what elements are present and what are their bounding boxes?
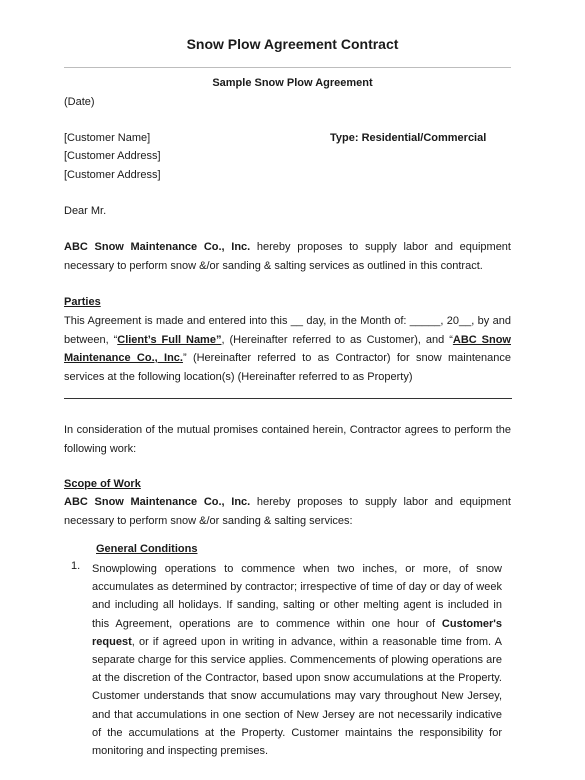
general-conditions-heading: General Conditions: [96, 543, 198, 555]
document-subtitle: Sample Snow Plow Agreement: [212, 77, 373, 89]
parties-text-2: , (Hereinafter referred to as Customer), and “: [221, 333, 453, 346]
parties-text-3: ” (Hereinafter referred to as Contractor) for snow maintenance services at the following location(s) (Hereinafter referred to as Property): [64, 352, 511, 383]
customer-name: [Customer Name]: [64, 132, 151, 144]
consideration-paragraph: In consideration of the mutual promises contained herein, Contractor agrees to perform the following work:: [64, 424, 511, 455]
list-item: [92, 560, 502, 760]
condition-text-1: Snowplowing operations to commence when two inches, or more, of snow accumulates as determined by contractor; irrespective of time of day or day of week and including all holidays. If sanding, salting or other melting agent is included in this Agreement, operations are to commence within one hour of: [92, 563, 502, 630]
parties-text-1: This Agreement is made and entered into this __ day, in the Month of: _____, 20__, by and between, “: [64, 315, 511, 346]
parties-company: ABC Snow Maintenance Co., Inc.: [64, 333, 511, 364]
scope-heading: Scope of Work: [64, 478, 141, 490]
customer-address-2: [Customer Address]: [64, 169, 161, 181]
scope-text: hereby proposes to supply labor and equipment necessary to perform snow &/or sanding & salting services:: [64, 496, 511, 527]
customer-address-1: [Customer Address]: [64, 150, 161, 162]
condition-bold: Customer's request: [92, 617, 502, 648]
parties-heading: Parties: [64, 296, 101, 308]
intro-text: hereby proposes to supply labor and equipment necessary to perform snow &/or sanding & salting services as outlined in this contract.: [64, 241, 511, 272]
intro-company: ABC Snow Maintenance Co., Inc.: [64, 241, 251, 253]
scope-company: ABC Snow Maintenance Co., Inc.: [64, 496, 251, 508]
title-divider: [64, 67, 511, 68]
section-divider: [64, 398, 512, 399]
intro-paragraph: [64, 238, 511, 275]
client-full-name: Client’s Full Name”: [117, 333, 222, 346]
list-item-number: 1.: [71, 560, 81, 572]
parties-paragraph: [64, 312, 511, 386]
greeting: Dear Mr.: [64, 205, 107, 217]
date-line: (Date): [64, 96, 95, 108]
document-title: Snow Plow Agreement Contract: [186, 36, 399, 52]
scope-paragraph: [64, 493, 511, 530]
condition-text-2: , or if agreed upon in writing in advance, within a reasonable time from. A separate charge for this service applies. Commencements of plowing operations are at the discretion of the Contractor, based upon snow accumulations at the Property. Customer understands that snow accumulations may vary throughout New Jersey, and that accumulations in one section of New Jersey are not necessarily indicative of the accumulations at the Property. Customer maintains the responsibility for monitoring and inspecting premises.: [92, 635, 502, 758]
agreement-type: Type: Residential/Commercial: [330, 132, 487, 144]
